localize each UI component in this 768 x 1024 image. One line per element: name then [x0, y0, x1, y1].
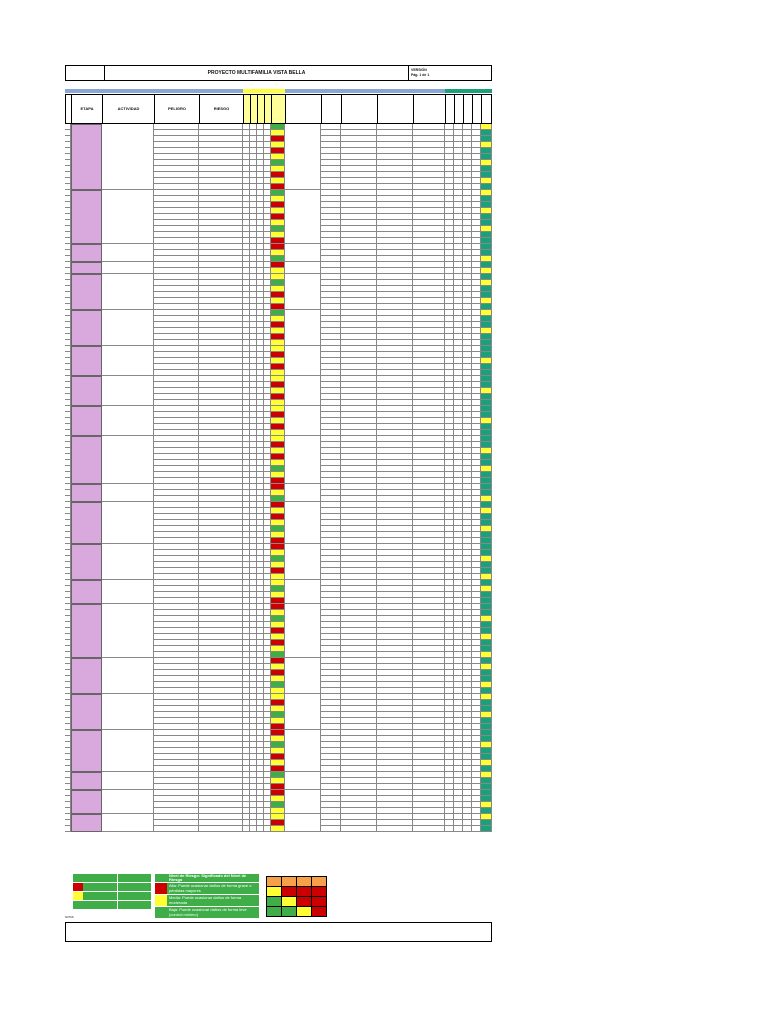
- col-e2: [464, 95, 473, 123]
- page-label: Pág. 1 de 1: [411, 73, 430, 77]
- table-cell: [154, 826, 199, 832]
- risk-heat-matrix: [266, 876, 327, 917]
- legend-left: [73, 874, 151, 910]
- title-bar: [65, 65, 492, 81]
- col-eliminacion: [322, 95, 342, 123]
- table-cell: [65, 826, 71, 832]
- col-p2: [446, 95, 455, 123]
- legend-left-row: [73, 901, 151, 909]
- table-cell: [481, 826, 492, 832]
- legend-left-row: [73, 883, 151, 891]
- table-cell: [321, 826, 341, 832]
- col-riesgo: RIESGO: [200, 95, 244, 123]
- legend-row-high: Alta: Puede ocasionar daños de forma grave o pérdidas mayores: [155, 883, 259, 894]
- document-title: PROYECTO MULTIFAMILIA VISTA BELLA: [105, 66, 409, 80]
- col-e: [258, 95, 265, 123]
- table-cell: [463, 826, 472, 832]
- legend-left-row: [73, 874, 151, 882]
- legend-risk-levels: [155, 874, 259, 918]
- col-ipxs2: [473, 95, 482, 123]
- col-administrativos: [414, 95, 446, 123]
- logo-cell: [66, 66, 105, 80]
- table-cell: [199, 826, 243, 832]
- legend-header: Nivel de Riesgo: Significado del Nivel de Riesgo: [155, 874, 259, 882]
- col-peligro: PELIGRO: [155, 95, 200, 123]
- header-teal-segment: [445, 89, 492, 93]
- col-s: [251, 95, 258, 123]
- col-ingenieria: [378, 95, 414, 123]
- col-sustitucion: [342, 95, 378, 123]
- header-yellow-segment: [243, 89, 285, 93]
- notes-box: [65, 922, 492, 942]
- col-nivel2: [482, 95, 493, 123]
- document-code: [409, 66, 491, 80]
- col-etapa: ETAPA: [72, 95, 103, 123]
- table-row: [65, 826, 492, 832]
- col-p: [244, 95, 251, 123]
- table-cell: [243, 826, 250, 832]
- col-s2: [455, 95, 464, 123]
- table-cell: [445, 826, 454, 832]
- table-cell: [250, 826, 257, 832]
- legend-row-low: Baja: Puede ocasionar daños de forma leve (control mínimo): [155, 907, 259, 918]
- col-ipxs: [265, 95, 272, 123]
- version-label: VERSIÓN: [411, 68, 427, 72]
- col-nivel: [272, 95, 286, 123]
- table-cell: [413, 826, 445, 832]
- legend-left-row: [73, 892, 151, 900]
- column-header-row: [65, 94, 492, 124]
- header-color-bar: [65, 89, 492, 93]
- legend-row-medium: Media: Puede ocasionar daños de forma moderada: [155, 895, 259, 906]
- table-cell: [264, 826, 271, 832]
- col-controles: [286, 95, 322, 123]
- col-actividad: ACTIVIDAD: [103, 95, 155, 123]
- table-cell: [377, 826, 413, 832]
- table-cell: [472, 826, 481, 832]
- table-cell: [341, 826, 377, 832]
- table-cell: [454, 826, 463, 832]
- table-cell: [271, 826, 285, 832]
- notes-label: NOTAS:: [65, 916, 75, 919]
- table-cell: [257, 826, 264, 832]
